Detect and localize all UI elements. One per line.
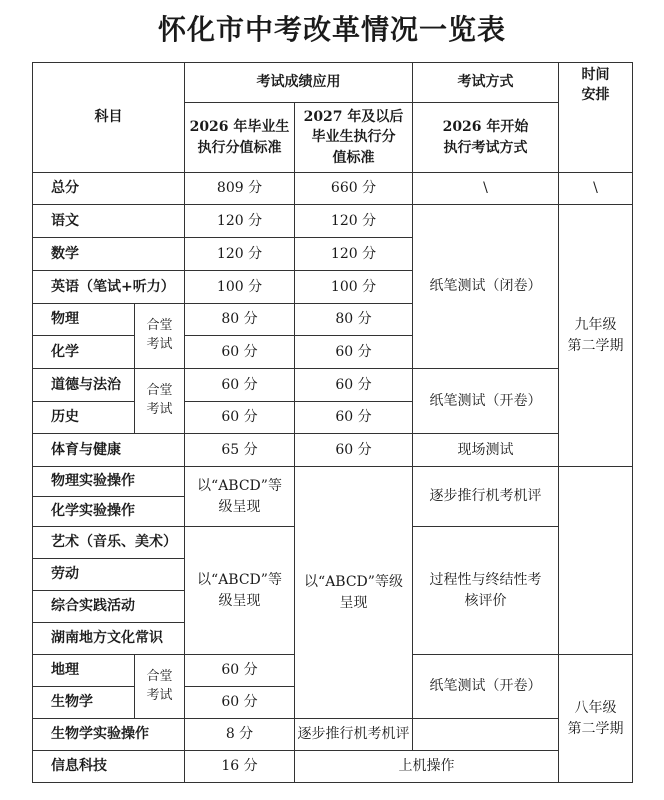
subject-total: 总分 bbox=[33, 173, 185, 205]
subject-biology: 生物学 bbox=[33, 687, 135, 719]
score-2026-english: 100 分 bbox=[185, 271, 295, 304]
header-exam-method: 考试方式 bbox=[413, 63, 559, 103]
score-2026-pe: 65 分 bbox=[185, 434, 295, 467]
grade-abcd-lab-2026: 以“ABCD”等 级呈现 bbox=[185, 467, 295, 527]
subject-labor: 劳动 bbox=[33, 559, 185, 591]
subject-math: 数学 bbox=[33, 238, 185, 271]
subject-biology-lab: 生物学实验操作 bbox=[33, 719, 185, 751]
subject-morality: 道德与法治 bbox=[33, 369, 135, 402]
time-total: \ bbox=[559, 173, 633, 205]
subject-chemistry-lab: 化学实验操作 bbox=[33, 497, 185, 527]
subject-it: 信息科技 bbox=[33, 751, 185, 783]
score-2026-geography: 60 分 bbox=[185, 655, 295, 687]
method-biology-lab: 逐步推行机考机评 bbox=[295, 719, 413, 751]
method-total: \ bbox=[413, 173, 559, 205]
score-2027-chinese: 120 分 bbox=[295, 205, 413, 238]
score-2027-morality: 60 分 bbox=[295, 369, 413, 402]
score-2027-total: 660 分 bbox=[295, 173, 413, 205]
header-time: 时间 安排 bbox=[559, 63, 633, 173]
score-2027-pe: 60 分 bbox=[295, 434, 413, 467]
score-2027-math: 120 分 bbox=[295, 238, 413, 271]
score-2026-chinese: 120 分 bbox=[185, 205, 295, 238]
time-gap bbox=[559, 467, 633, 655]
reform-table bbox=[32, 62, 633, 783]
subject-english: 英语（笔试+听力） bbox=[33, 271, 185, 304]
method-pe: 现场测试 bbox=[413, 434, 559, 467]
subject-practice: 综合实践活动 bbox=[33, 591, 185, 623]
score-2027-english: 100 分 bbox=[295, 271, 413, 304]
subject-physics-lab: 物理实验操作 bbox=[33, 467, 185, 497]
header-score-group: 考试成绩应用 bbox=[185, 63, 413, 103]
method-it: 上机操作 bbox=[295, 751, 559, 783]
subject-history: 历史 bbox=[33, 402, 135, 434]
subject-arts: 艺术（音乐、美术） bbox=[33, 527, 185, 559]
method-open-book: 纸笔测试（开卷） bbox=[413, 369, 559, 434]
subject-pe: 体育与健康 bbox=[33, 434, 185, 467]
score-2026-chemistry: 60 分 bbox=[185, 336, 295, 369]
subject-chemistry: 化学 bbox=[33, 336, 135, 369]
score-2026-morality: 60 分 bbox=[185, 369, 295, 402]
method-open-book-grade8: 纸笔测试（开卷） bbox=[413, 655, 559, 719]
score-2026-math: 120 分 bbox=[185, 238, 295, 271]
header-method: 2026 年开始 执行考试方式 bbox=[413, 103, 559, 173]
subject-physics: 物理 bbox=[33, 304, 135, 336]
grade-abcd-2026: 以“ABCD”等 级呈现 bbox=[185, 527, 295, 655]
score-2026-physics: 80 分 bbox=[185, 304, 295, 336]
subject-geography: 地理 bbox=[33, 655, 135, 687]
combined-exam-note: 合堂 考试 bbox=[135, 655, 185, 719]
score-2027-history: 60 分 bbox=[295, 402, 413, 434]
time-grade9: 九年级 第二学期 bbox=[559, 205, 633, 467]
subject-hunan-culture: 湖南地方文化常识 bbox=[33, 623, 185, 655]
score-2027-chemistry: 60 分 bbox=[295, 336, 413, 369]
method-machine-lab: 逐步推行机考机评 bbox=[413, 467, 559, 527]
header-subject: 科目 bbox=[33, 63, 185, 173]
method-closed-book: 纸笔测试（闭卷） bbox=[413, 205, 559, 369]
score-2026-total: 809 分 bbox=[185, 173, 295, 205]
score-2026-biology-lab: 8 分 bbox=[185, 719, 295, 751]
time-grade8: 八年级 第二学期 bbox=[559, 655, 633, 783]
score-2026-history: 60 分 bbox=[185, 402, 295, 434]
page-title: 怀化市中考改革情况一览表 bbox=[157, 13, 506, 46]
score-2026-biology: 60 分 bbox=[185, 687, 295, 719]
score-2026-it: 16 分 bbox=[185, 751, 295, 783]
subject-chinese: 语文 bbox=[33, 205, 185, 238]
method-process-eval: 过程性与终结性考 核评价 bbox=[413, 527, 559, 655]
grade-abcd-2027: 以“ABCD”等级 呈现 bbox=[295, 467, 413, 719]
header-2026: 2026 年毕业生 执行分值标准 bbox=[185, 103, 295, 173]
score-2027-physics: 80 分 bbox=[295, 304, 413, 336]
header-2027: 2027 年及以后 毕业生执行分 值标准 bbox=[295, 103, 413, 173]
combined-exam-note: 合堂 考试 bbox=[135, 369, 185, 434]
combined-exam-note: 合堂 考试 bbox=[135, 304, 185, 369]
